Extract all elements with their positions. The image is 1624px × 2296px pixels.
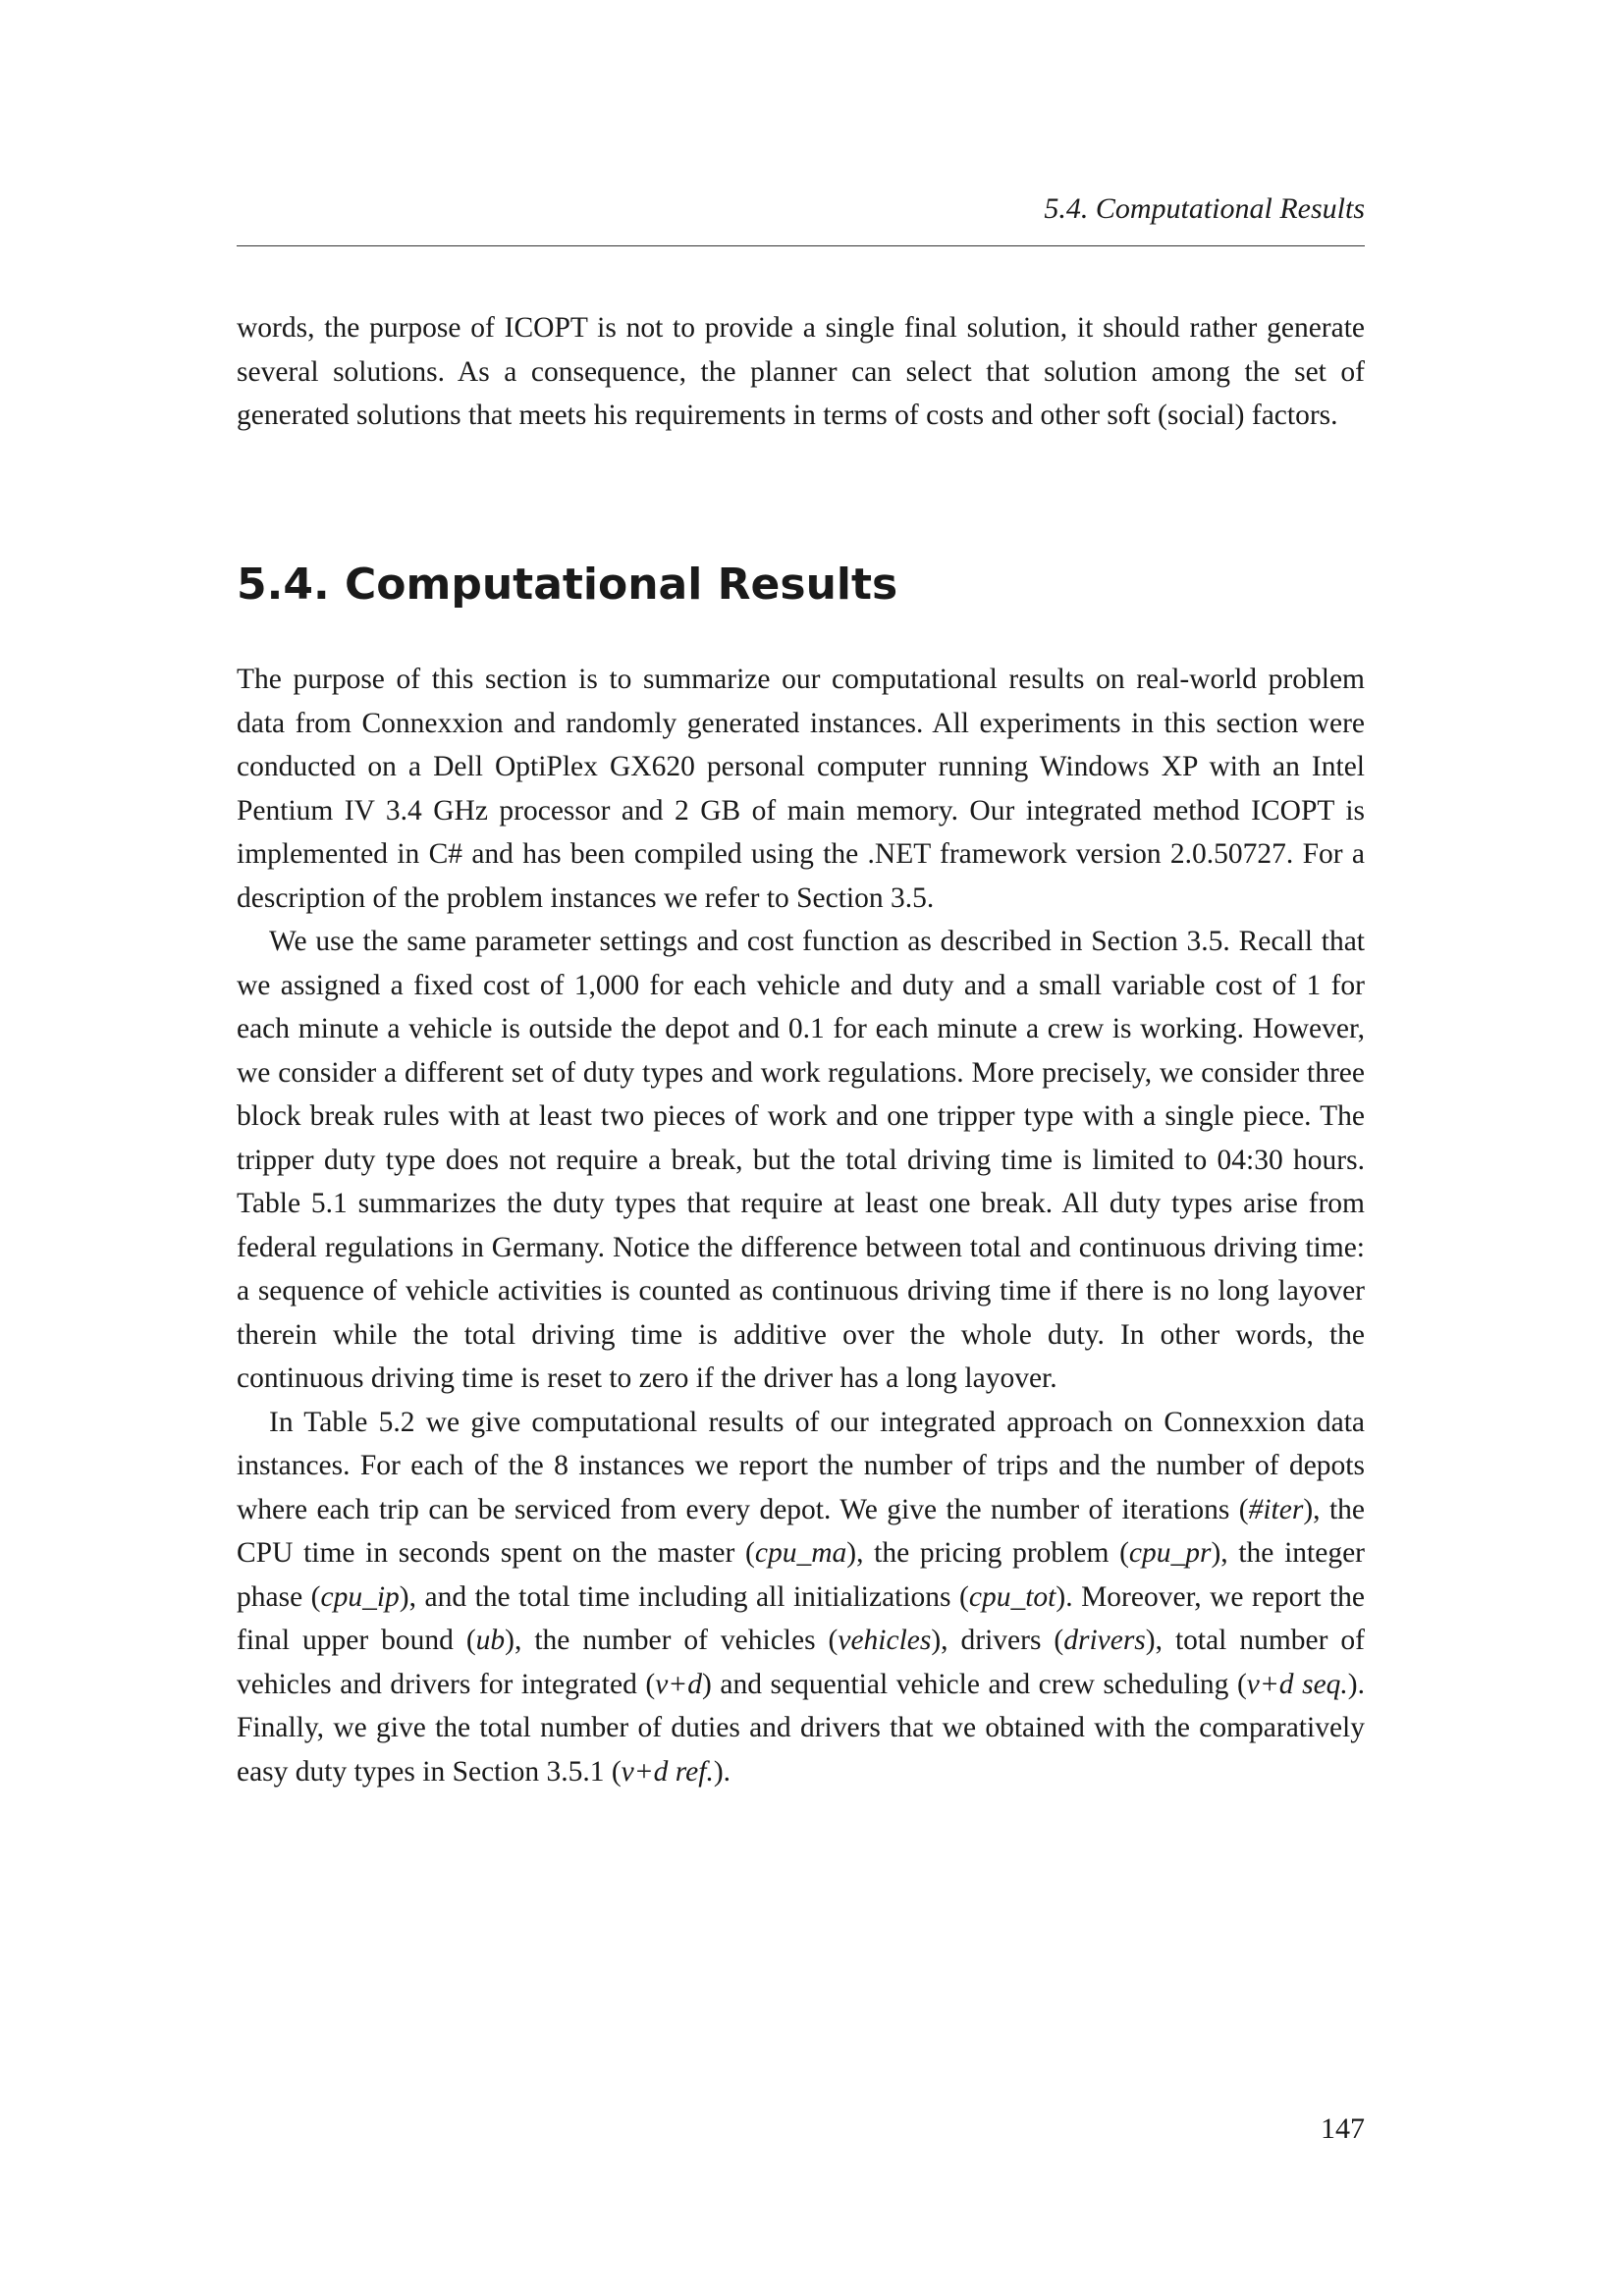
italic-term: cpu_ma bbox=[754, 1537, 847, 1569]
text-run: ). Finally, we give the total number of duties and drivers that we obtained with the comparatively easy duty types in Section 3.5.1 ( bbox=[237, 1668, 1365, 1788]
italic-term: cpu_tot bbox=[968, 1580, 1056, 1613]
page-number: 147 bbox=[1321, 2112, 1365, 2145]
text-run: The purpose of this section is to summarize our computational results on real-world problem data from Connexxion and randomly generated instances. All experiments in this section were conducted on a Dell OptiPlex GX620 personal computer running Windows XP with an Intel Pentium IV 3.4 GHz processor and 2 GB of main memory. Our integrated method ICOPT is implemented in C# and has been compiled using the .NET framework version 2.0.50727. For a description of the problem instances we refer to Section 3.5. bbox=[237, 664, 1365, 914]
text-run: ), drivers ( bbox=[931, 1625, 1064, 1656]
body-paragraph bbox=[237, 920, 1365, 1401]
text-run: ), and the total time including all initializations ( bbox=[399, 1580, 969, 1613]
italic-term: cpu_pr bbox=[1128, 1537, 1212, 1569]
section-body bbox=[237, 658, 1365, 1793]
italic-term: #iter bbox=[1248, 1493, 1304, 1525]
text-run: ), the CPU time in seconds spent on the master ( bbox=[237, 1493, 1365, 1569]
italic-term: drivers bbox=[1063, 1625, 1146, 1656]
italic-term: v+d seq. bbox=[1246, 1668, 1348, 1700]
italic-term: v+d ref. bbox=[621, 1755, 714, 1788]
text-run: ) and sequential vehicle and crew scheduling ( bbox=[701, 1668, 1247, 1700]
body-paragraph bbox=[237, 658, 1365, 920]
italic-term: vehicles bbox=[838, 1625, 932, 1656]
italic-term: cpu_ip bbox=[320, 1580, 400, 1613]
text-run: In Table 5.2 we give computational results of our integrated approach on Connexxion data instances. For each of the 8 instances we report the number of trips and the number of depots where each trip can be serviced from every depot. We give the number of iterations ( bbox=[237, 1406, 1365, 1525]
text-run: ). Moreover, we report the final upper bound ( bbox=[237, 1580, 1365, 1656]
running-header: 5.4. Computational Results bbox=[1044, 192, 1365, 225]
text-run: ), total number of vehicles and drivers for integrated ( bbox=[237, 1625, 1365, 1700]
text-run: ), the number of vehicles ( bbox=[505, 1625, 839, 1656]
intro-block bbox=[237, 306, 1365, 438]
text-run: We use the same parameter settings and cost function as described in Section 3.5. Recall that we assigned a fixed cost of 1,000 for each vehicle and duty and a small variable cost of 1 for each minute a vehicle is outside the depot and 0.1 for each minute a crew is working. However, we consider a different set of duty types and work regulations. More precisely, we consider three block break rules with at least two pieces of work and one tripper type with a single piece. The tripper duty type does not require a break, but the total driving time is limited to 04:30 hours. Table 5.1 summarizes the duty types that require at least one break. All duty types arise from federal regulations in Germany. Notice the difference between total and continuous driving time: a sequence of vehicle activities is counted as continuous driving time if there is no long layover therein while the total driving time is additive over the whole duty. In other words, the continuous driving time is reset to zero if the driver has a long layover. bbox=[237, 926, 1365, 1394]
text-run: ). bbox=[713, 1755, 731, 1788]
header-rule bbox=[237, 245, 1365, 246]
section-heading: 5.4. Computational Results bbox=[237, 560, 898, 610]
italic-term: v+d bbox=[655, 1668, 702, 1700]
text-run: ), the pricing problem ( bbox=[846, 1537, 1129, 1569]
italic-term: ub bbox=[475, 1625, 506, 1656]
body-paragraph bbox=[237, 1401, 1365, 1794]
text-run: ), the integer phase ( bbox=[237, 1537, 1365, 1613]
intro-paragraph: words, the purpose of ICOPT is not to provide a single final solution, it should rather generate several solutions. As a consequence, the planner can select that solution among the set of generated solutions that meets his requirements in terms of costs and other soft (social) factors. bbox=[237, 312, 1365, 431]
